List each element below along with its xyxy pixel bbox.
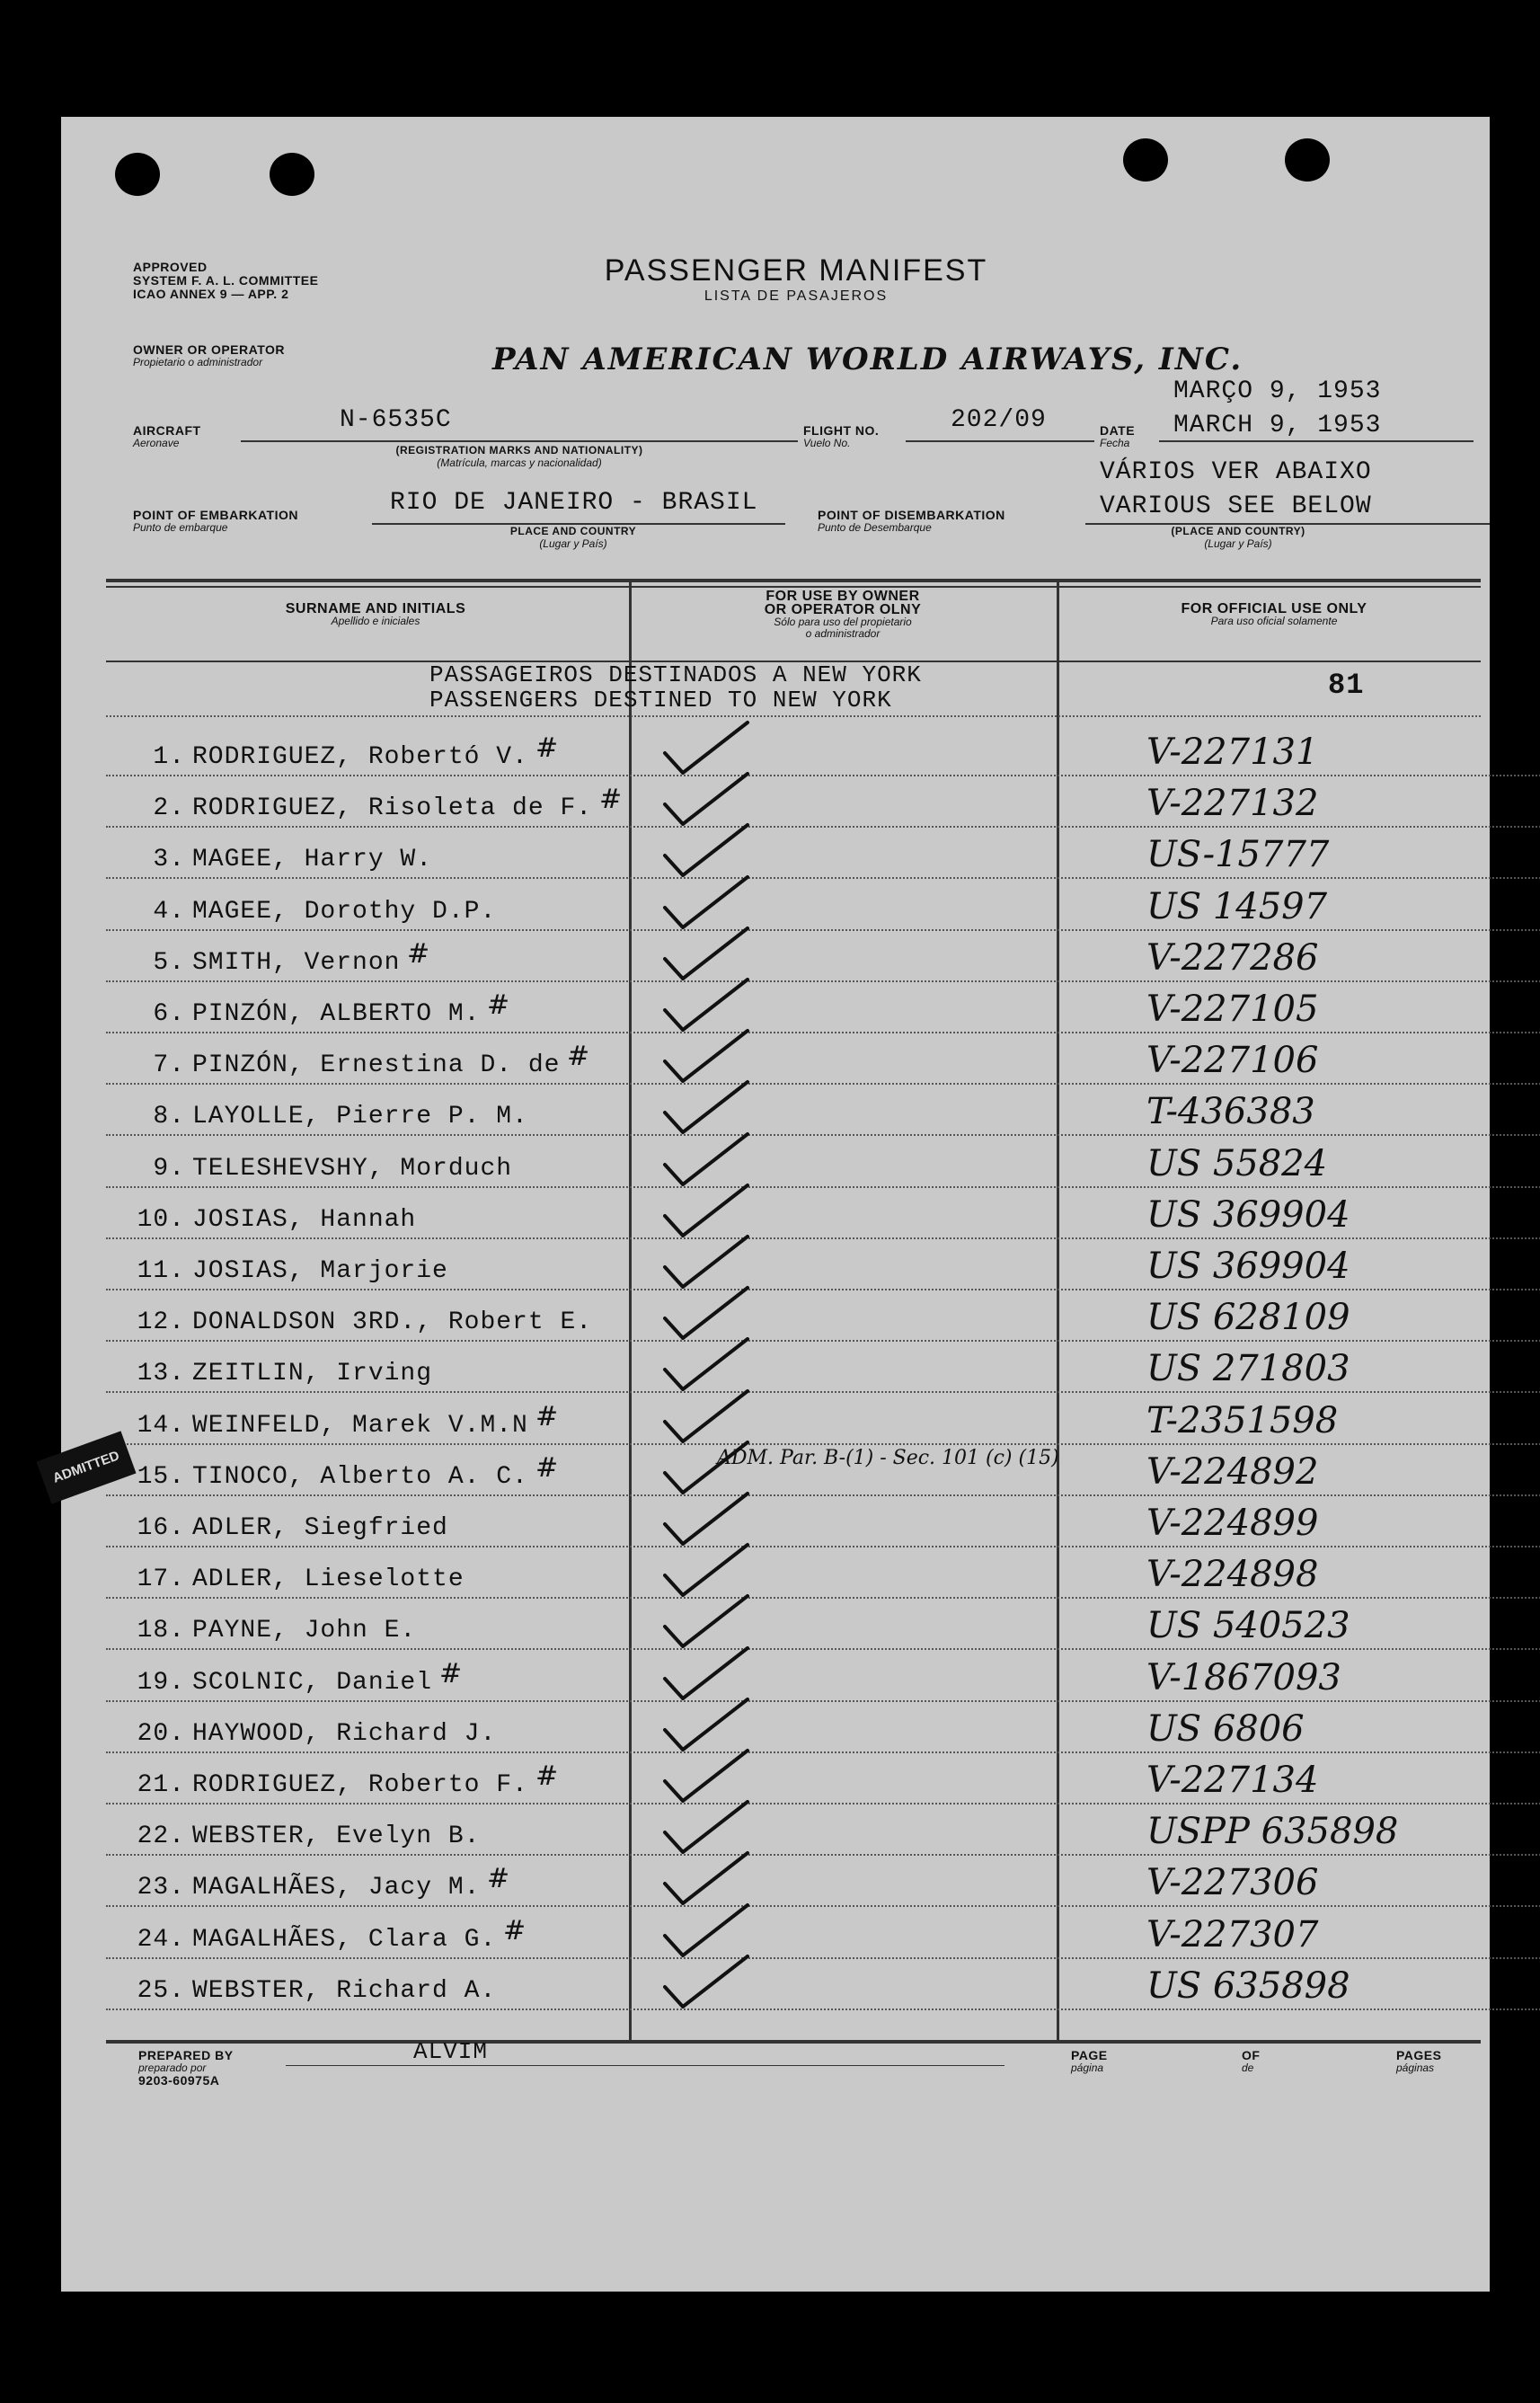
table-row: [106, 1701, 1540, 1753]
aircraft-caption-es: (Matrícula, marcas y nacionalidad): [437, 457, 602, 469]
document-number: V-227306: [1146, 1862, 1319, 1904]
flight-label: FLIGHT NO.: [803, 423, 880, 438]
pages-label-es: páginas: [1396, 2062, 1435, 2074]
aircraft-label: AIRCRAFT: [133, 423, 201, 438]
cross-mark: #: [487, 989, 510, 1021]
table-row: [106, 1650, 1540, 1702]
embarkation-label-block: [133, 509, 298, 534]
punch-hole: [115, 153, 160, 196]
page-label: PAGE: [1071, 2048, 1108, 2062]
prepared-label-es: preparado por: [138, 2062, 207, 2074]
approval-line: ICAO ANNEX 9 — APP. 2: [133, 287, 289, 301]
column-header-owner: [654, 590, 1031, 640]
passenger-name: TELESHEVSHY, Morduch: [192, 1154, 513, 1183]
passenger-name: DONALDSON 3RD., Robert E.: [192, 1308, 593, 1337]
of-label: OF: [1242, 2048, 1261, 2062]
official-count: 81: [1328, 669, 1365, 702]
cross-mark: #: [439, 1657, 463, 1689]
document-number: V-224892: [1146, 1450, 1319, 1493]
punch-hole: [1123, 138, 1168, 182]
row-number: 23.: [137, 1874, 185, 1902]
document-number: USPP 635898: [1146, 1811, 1399, 1853]
table-row: [106, 1598, 1540, 1650]
date-label-es: Fecha: [1100, 437, 1130, 449]
passenger-name: MAGEE, Dorothy D.P.: [192, 897, 497, 926]
disembarkation-value-pt: VÁRIOS VER ABAIXO: [1100, 458, 1372, 486]
table-row: [106, 1084, 1540, 1136]
cross-mark: #: [535, 732, 559, 764]
table-row: [106, 1136, 1540, 1188]
column-header-label-es: o administrador: [805, 627, 881, 640]
column-header-label: SURNAME AND INITIALS: [285, 601, 466, 616]
aircraft-value: N-6535C: [340, 406, 452, 434]
row-number: 12.: [137, 1308, 185, 1337]
approval-line: APPROVED: [133, 260, 208, 274]
document-number: T-2351598: [1146, 1399, 1339, 1441]
disembarkation-caption-block: [1121, 525, 1355, 550]
owner-label-block: [133, 343, 285, 368]
page-subtitle: LISTA DE PASAJEROS: [704, 288, 889, 304]
document-number: V-227307: [1146, 1913, 1319, 1955]
document-number: V-227132: [1146, 783, 1319, 825]
row-number: 4.: [153, 897, 185, 926]
table-row: [106, 776, 1540, 828]
passenger-name: ADLER, Lieselotte: [192, 1565, 465, 1594]
disembarkation-value-en: VARIOUS SEE BELOW: [1100, 492, 1372, 520]
document-number: US 369904: [1146, 1246, 1350, 1287]
destination-en: PASSENGERS DESTINED TO NEW YORK: [429, 687, 892, 714]
passenger-name: WEINFELD, Marek V.M.N: [192, 1411, 528, 1440]
row-number: 19.: [137, 1668, 185, 1697]
passenger-name: RODRIGUEZ, Risoleta de F.: [192, 794, 593, 823]
date-label: DATE: [1100, 423, 1136, 438]
table-row: [106, 1238, 1540, 1290]
admitted-stamp: ADMITTED: [36, 1431, 136, 1503]
disembarkation-label-es: Punto de Desembarque: [818, 521, 932, 534]
passenger-name: JOSIAS, Marjorie: [192, 1257, 448, 1285]
passenger-name: ZEITLIN, Irving: [192, 1360, 433, 1388]
passenger-name: RODRIGUEZ, Robertó V.: [192, 743, 528, 771]
embarkation-caption: PLACE AND COUNTRY: [509, 525, 637, 537]
row-number: 21.: [137, 1771, 185, 1799]
passenger-name: TINOCO, Alberto A. C.: [192, 1462, 528, 1491]
row-number: 3.: [153, 846, 185, 874]
row-number: 11.: [137, 1257, 185, 1285]
passenger-name: JOSIAS, Hannah: [192, 1205, 417, 1234]
document-number: US 540523: [1146, 1605, 1350, 1647]
table-row: [106, 930, 1540, 982]
document-number: US-15777: [1146, 834, 1330, 876]
aircraft-label-block: [133, 424, 201, 449]
manifest-sheet: [50, 117, 1490, 2292]
document-number: US 14597: [1146, 885, 1328, 927]
column-header-label: FOR OFFICIAL USE ONLY: [1181, 601, 1367, 616]
document-number: V-227286: [1146, 936, 1319, 979]
row-number: 9.: [153, 1154, 185, 1183]
cross-mark: #: [567, 1041, 590, 1073]
table-row: [106, 879, 1540, 931]
document-number: V-227131: [1146, 732, 1319, 773]
passenger-name: RODRIGUEZ, Roberto F.: [192, 1771, 528, 1799]
row-number: 15.: [137, 1462, 185, 1491]
approval-line: SYSTEM F. A. L. COMMITTEE: [133, 273, 319, 288]
cross-mark: #: [503, 1914, 527, 1946]
document-number: T-436383: [1146, 1091, 1315, 1133]
embarkation-caption-es: (Lugar y País): [539, 537, 607, 550]
of-label-es: de: [1242, 2062, 1254, 2074]
passenger-name: PAYNE, John E.: [192, 1617, 417, 1645]
approval-block: [133, 261, 318, 301]
document-number: V-227106: [1146, 1040, 1319, 1082]
table-row: [106, 1958, 1540, 2010]
row-number: 22.: [137, 1822, 185, 1851]
document-number: US 369904: [1146, 1193, 1350, 1236]
column-header-surname: [196, 602, 555, 627]
cross-mark: #: [535, 1451, 559, 1484]
owner-label: OWNER OR OPERATOR: [133, 342, 285, 357]
page-label-es: página: [1071, 2062, 1104, 2074]
flight-label-block: [803, 424, 879, 449]
disembarkation-caption: (PLACE AND COUNTRY): [1171, 525, 1305, 537]
form-number: 9203-60975A: [138, 2073, 220, 2088]
prepared-value: ALVIM: [413, 2038, 489, 2065]
row-number: 18.: [137, 1617, 185, 1645]
document-number: US 628109: [1146, 1297, 1350, 1339]
passenger-name: HAYWOOD, Richard J.: [192, 1719, 497, 1748]
cross-mark: #: [407, 937, 430, 970]
destination-pt: PASSAGEIROS DESTINADOS A NEW YORK: [429, 661, 922, 688]
row-number: 16.: [137, 1514, 185, 1542]
row-number: 17.: [137, 1565, 185, 1594]
cross-mark: #: [599, 784, 623, 816]
table-row: [106, 1907, 1540, 1959]
prepared-label: PREPARED BY: [138, 2048, 234, 2062]
disembarkation-label-block: [818, 509, 1005, 534]
annotation: ADM. Par. B-(1) - Sec. 101 (c) (15): [717, 1447, 1059, 1469]
check-mark-icon: [658, 1951, 757, 2014]
column-header-label-es: Apellido e iniciales: [331, 615, 420, 627]
row-number: 14.: [137, 1411, 185, 1440]
document-number: US 635898: [1146, 1964, 1350, 2007]
punch-hole: [270, 153, 314, 196]
pages-label: PAGES: [1396, 2048, 1442, 2062]
page-label-block: [1071, 2049, 1108, 2074]
table-row: [106, 1804, 1540, 1856]
row-number: 13.: [137, 1360, 185, 1388]
passenger-name: WEBSTER, Evelyn B.: [192, 1822, 481, 1851]
date-value-pt: MARÇO 9, 1953: [1173, 377, 1382, 405]
cross-mark: #: [535, 1760, 559, 1792]
table-row: [106, 1290, 1540, 1342]
row-number: 2.: [153, 794, 185, 823]
cross-mark: #: [487, 1863, 510, 1895]
passenger-name: SMITH, Vernon: [192, 948, 401, 977]
passenger-name: PINZÓN, Ernestina D. de: [192, 1051, 561, 1080]
row-number: 6.: [153, 1000, 185, 1028]
disembarkation-caption-es: (Lugar y País): [1204, 537, 1272, 550]
aircraft-caption-block: [340, 444, 699, 469]
table-row: [106, 1033, 1540, 1085]
passenger-name: MAGEE, Harry W.: [192, 846, 433, 874]
table-row: [106, 1752, 1540, 1804]
table-row: [106, 827, 1540, 879]
column-header-label-es: Para uso oficial solamente: [1210, 615, 1338, 627]
document-number: V-224898: [1146, 1554, 1319, 1596]
aircraft-caption: (REGISTRATION MARKS AND NATIONALITY): [395, 444, 643, 457]
row-number: 24.: [137, 1925, 185, 1954]
punch-hole: [1285, 138, 1330, 182]
document-number: V-227105: [1146, 989, 1319, 1030]
of-label-block: [1242, 2049, 1260, 2074]
embarkation-value: RIO DE JANEIRO - BRASIL: [390, 489, 758, 517]
column-header-label: FOR USE BY OWNER: [766, 589, 920, 604]
pages-label-block: [1396, 2049, 1441, 2074]
column-header-official: [1076, 602, 1472, 627]
embarkation-caption-block: [456, 525, 690, 550]
table-row: [106, 1495, 1540, 1547]
passenger-name: MAGALHÃES, Clara G.: [192, 1925, 497, 1954]
date-label-block: [1100, 424, 1135, 449]
passenger-name: WEBSTER, Richard A.: [192, 1976, 497, 2005]
row-number: 25.: [137, 1976, 185, 2005]
row-number: 20.: [137, 1719, 185, 1748]
table-row: [106, 981, 1540, 1033]
row-number: 1.: [153, 743, 185, 771]
row-number: 8.: [153, 1103, 185, 1131]
table-row: [106, 1187, 1540, 1239]
document-number: V-1867093: [1146, 1656, 1341, 1698]
page-title: PASSENGER MANIFEST: [604, 253, 988, 288]
table-row: [106, 1855, 1540, 1907]
date-value-en: MARCH 9, 1953: [1173, 412, 1382, 439]
table-row: [106, 1393, 1540, 1445]
cross-mark: #: [535, 1400, 559, 1432]
title-block: [598, 253, 994, 305]
flight-value: 202/09: [951, 406, 1047, 434]
disembarkation-label: POINT OF DISEMBARKATION: [818, 508, 1005, 522]
row-number: 10.: [137, 1205, 185, 1234]
passenger-name: LAYOLLE, Pierre P. M.: [192, 1103, 528, 1131]
owner-label-es: Propietario o administrador: [133, 356, 263, 368]
embarkation-label: POINT OF EMBARKATION: [133, 508, 298, 522]
prepared-label-block: [138, 2049, 234, 2088]
aircraft-label-es: Aeronave: [133, 437, 180, 449]
column-header-label: OR OPERATOR OLNY: [764, 602, 922, 617]
document-number: US 271803: [1146, 1348, 1350, 1390]
document-number: US 55824: [1146, 1142, 1328, 1184]
passenger-name: ADLER, Siegfried: [192, 1514, 448, 1542]
row-number: 5.: [153, 948, 185, 977]
flight-label-es: Vuelo No.: [803, 437, 851, 449]
row-rule: [106, 2008, 1540, 2010]
table-row: [106, 1341, 1540, 1393]
table-row: [106, 1547, 1540, 1599]
row-number: 7.: [153, 1051, 185, 1080]
document-number: V-224899: [1146, 1503, 1319, 1544]
column-header-label-es: Sólo para uso del propietario: [774, 616, 912, 628]
passenger-name: MAGALHÃES, Jacy M.: [192, 1874, 481, 1902]
table-row: [106, 724, 1540, 776]
passenger-name: PINZÓN, ALBERTO M.: [192, 1000, 481, 1028]
owner-value: PAN AMERICAN WORLD AIRWAYS, INC.: [492, 341, 1244, 377]
document-number: US 6806: [1146, 1707, 1305, 1750]
embarkation-label-es: Punto de embarque: [133, 521, 228, 534]
passenger-name: SCOLNIC, Daniel: [192, 1668, 433, 1697]
document-number: V-227134: [1146, 1760, 1319, 1801]
